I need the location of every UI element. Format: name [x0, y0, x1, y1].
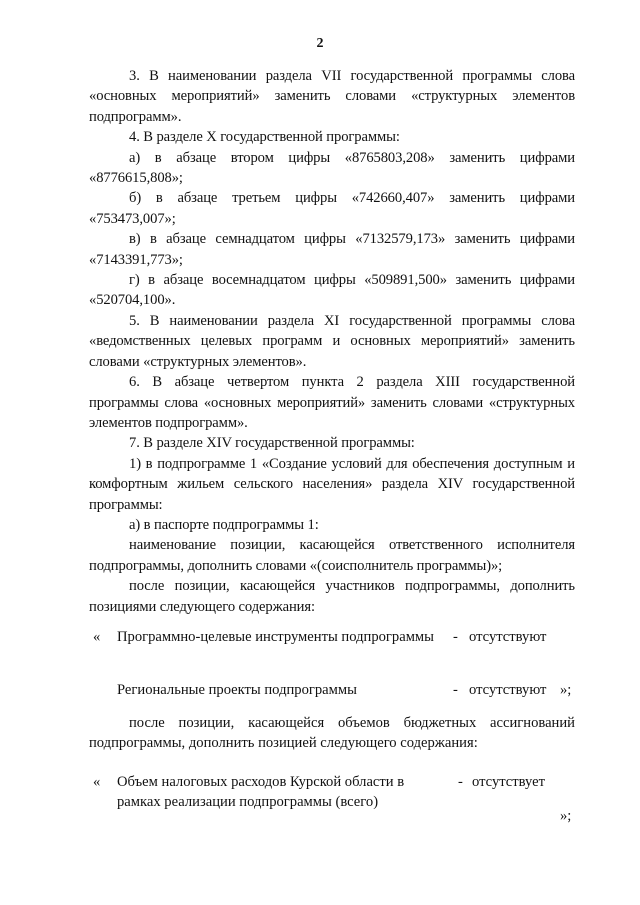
- paragraph-budget: после позиции, касающейся объемов бюджетных ассигнований подпрограммы, дополнить позицией следующего содержания:: [89, 715, 575, 752]
- paragraph-item-7-1: 1) в подпрограмме 1 «Создание условий для обеспечения доступным и комфортным жильем сельского населения» раздела XIV государственной программы:: [89, 455, 575, 513]
- row-label-regional-projects: Региональные проекты подпрограммы: [117, 682, 357, 698]
- paragraph-responsible: наименование позиции, касающейся ответственного исполнителя подпрограммы, дополнить словами «(соисполнитель программы)»;: [89, 537, 575, 574]
- row-value-tax-expenditures: отсутствует: [472, 774, 546, 790]
- paragraph-item-5: 5. В наименовании раздела XI государственной программы слова «ведомственных целевых программ и основных мероприятий» заменить словами «структурных элементов».: [89, 312, 575, 370]
- paragraph-item-3: 3. В наименовании раздела VII государственной программы слова «основных мероприятий» заменить словами «структурных элементов подпрограмм».: [89, 68, 575, 125]
- close-quote: »;: [560, 682, 572, 698]
- close-quote: »;: [560, 808, 572, 824]
- paragraph-item-7-1a: а) в паспорте подпрограммы 1:: [129, 516, 319, 533]
- open-quote: «: [93, 629, 101, 645]
- paragraph-item-4c: в) в абзаце семнадцатом цифры «7132579,173» заменить цифрами «7143391,773»;: [89, 231, 575, 268]
- open-quote: «: [93, 774, 101, 790]
- row-dash: -: [458, 774, 463, 790]
- paragraph-item-4d: г) в абзаце восемнадцатом цифры «509891,500» заменить цифрами «520704,100».: [89, 272, 575, 309]
- row-dash: -: [453, 682, 458, 698]
- paragraph-item-4: 4. В разделе X государственной программы:: [129, 129, 400, 146]
- row-label-tax-expenditures-cont: рамках реализации подпрограммы (всего): [117, 794, 379, 810]
- paragraph-item-4b: б) в абзаце третьем цифры «742660,407» заменить цифрами «753473,007»;: [89, 190, 575, 227]
- paragraph-participants: после позиции, касающейся участников подпрограммы, дополнить позициями следующего содержания:: [89, 578, 575, 615]
- row-label-program-tools: Программно-целевые инструменты подпрограммы: [117, 629, 434, 645]
- row-label-tax-expenditures: Объем налоговых расходов Курской области в: [117, 774, 405, 790]
- paragraph-item-7: 7. В разделе XIV государственной программы:: [129, 435, 415, 452]
- document-body-continued: [89, 713, 575, 754]
- paragraph-item-6: 6. В абзаце четвертом пункта 2 раздела XIII государственной программы слова «основных мероприятий» заменить словами «структурных элементов подпрограмм».: [89, 374, 575, 431]
- page-number: 2: [316, 36, 324, 51]
- row-dash: -: [453, 629, 458, 645]
- row-value-regional-projects: отсутствуют: [469, 682, 547, 698]
- row-value-program-tools: отсутствуют: [469, 629, 547, 645]
- document-body: [89, 66, 575, 617]
- paragraph-item-4a: а) в абзаце втором цифры «8765803,208» заменить цифрами «8776615,808»;: [89, 149, 575, 187]
